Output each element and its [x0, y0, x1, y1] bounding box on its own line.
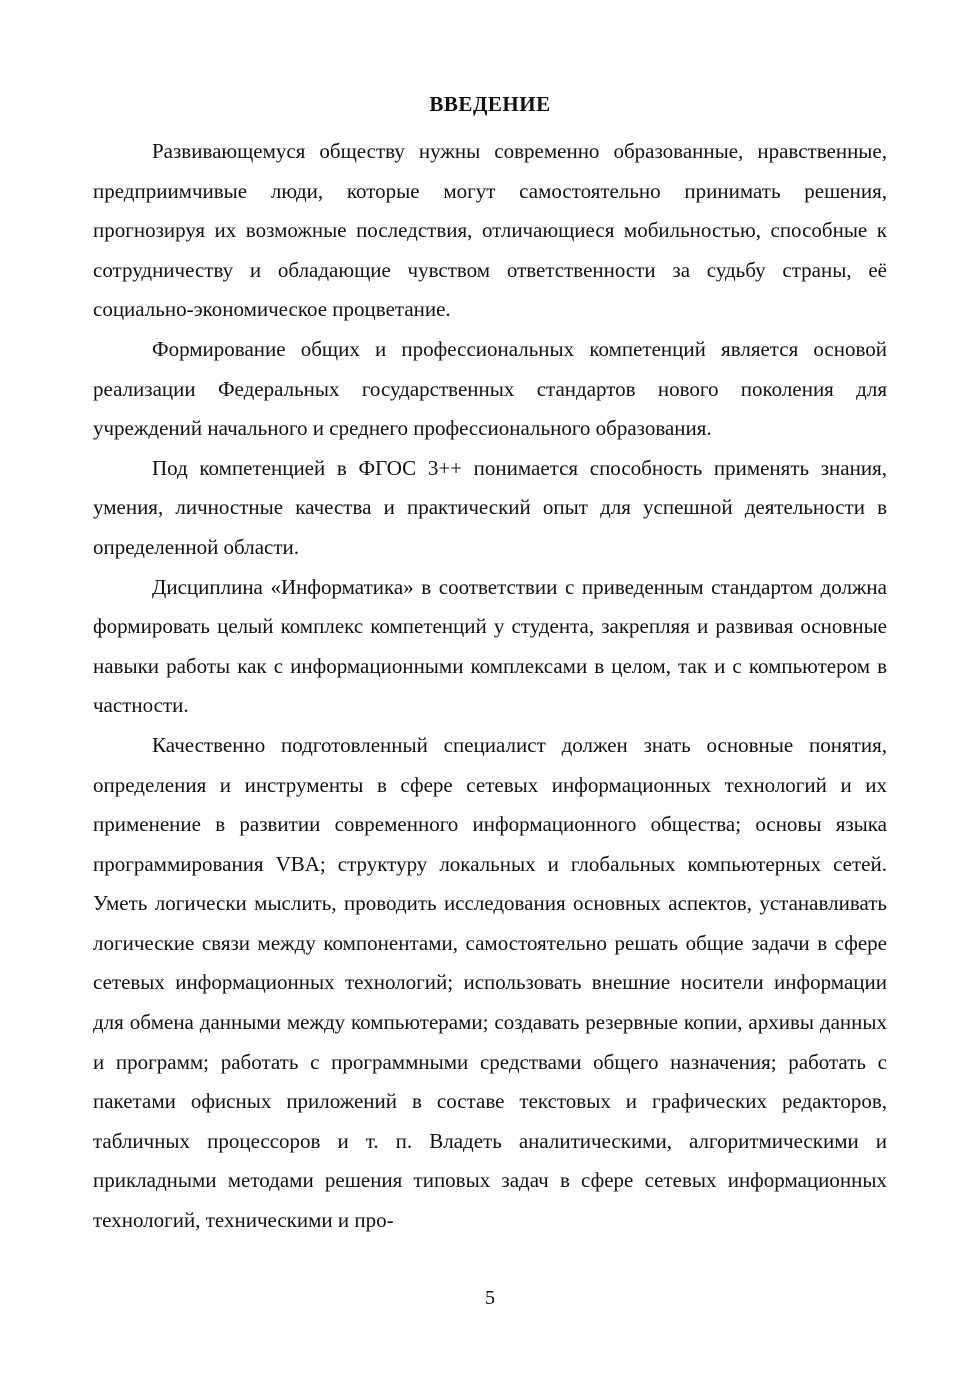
page-number: 5 — [485, 1287, 495, 1309]
paragraph-2: Формирование общих и профессиональных компетенций является основой реализации Федеральных государственных стандартов нового поколения для учреждений начального и среднего профессионального образования. — [93, 336, 887, 441]
paragraph-1: Развивающемуся обществу нужны современно образованные, нравственные, предприимчивые люди, которые могут самостоятельно принимать решения, прогнозируя их возможные последствия, отличающиеся мобильностью, способные к сотрудничеству и обладающие чувством ответственности за судьбу страны, её социально-экономическое процветание. — [93, 139, 887, 322]
paragraph-4: Дисциплина «Информатика» в соответствии с приведенным стандартом должна формировать целый комплекс компетенций у студента, закрепляя и развивая основные навыки работы как с информационными комплексами в целом, так и с компьютером в частности. — [93, 574, 887, 718]
document-page — [93, 88, 887, 1241]
paragraph-3: Под компетенцией в ФГОС 3++ понимается способность применять знания, умения, личностные качества и практический опыт для успешной деятельности в определенной области. — [93, 455, 887, 559]
paragraph-5: Качественно подготовленный специалист должен знать основные понятия, определения и инструменты в сфере сетевых информационных технологий и их применение в развитии современного информационного общества; основы языка программирования VBA; структуру локальных и глобальных компьютерных сетей. Уметь логически мыслить, проводить исследования основных аспектов, устанавливать логические связи между компонентами, самостоятельно решать общие задачи в сфере сетевых информационных технологий; использовать внешние носители информации для обмена данными между компьютерами; создавать резервные копии, архивы данных и программ; работать с программными средствами общего назначения; работать с пакетами офисных приложений в составе текстовых и графических редакторов, табличных процессоров и т. п. Владеть аналитическими, алгоритмическими и прикладными методами решения типовых задач в сфере сетевых информационных технологий, техническими и про- — [93, 732, 887, 1233]
section-title: ВВЕДЕНИЕ — [429, 92, 551, 116]
